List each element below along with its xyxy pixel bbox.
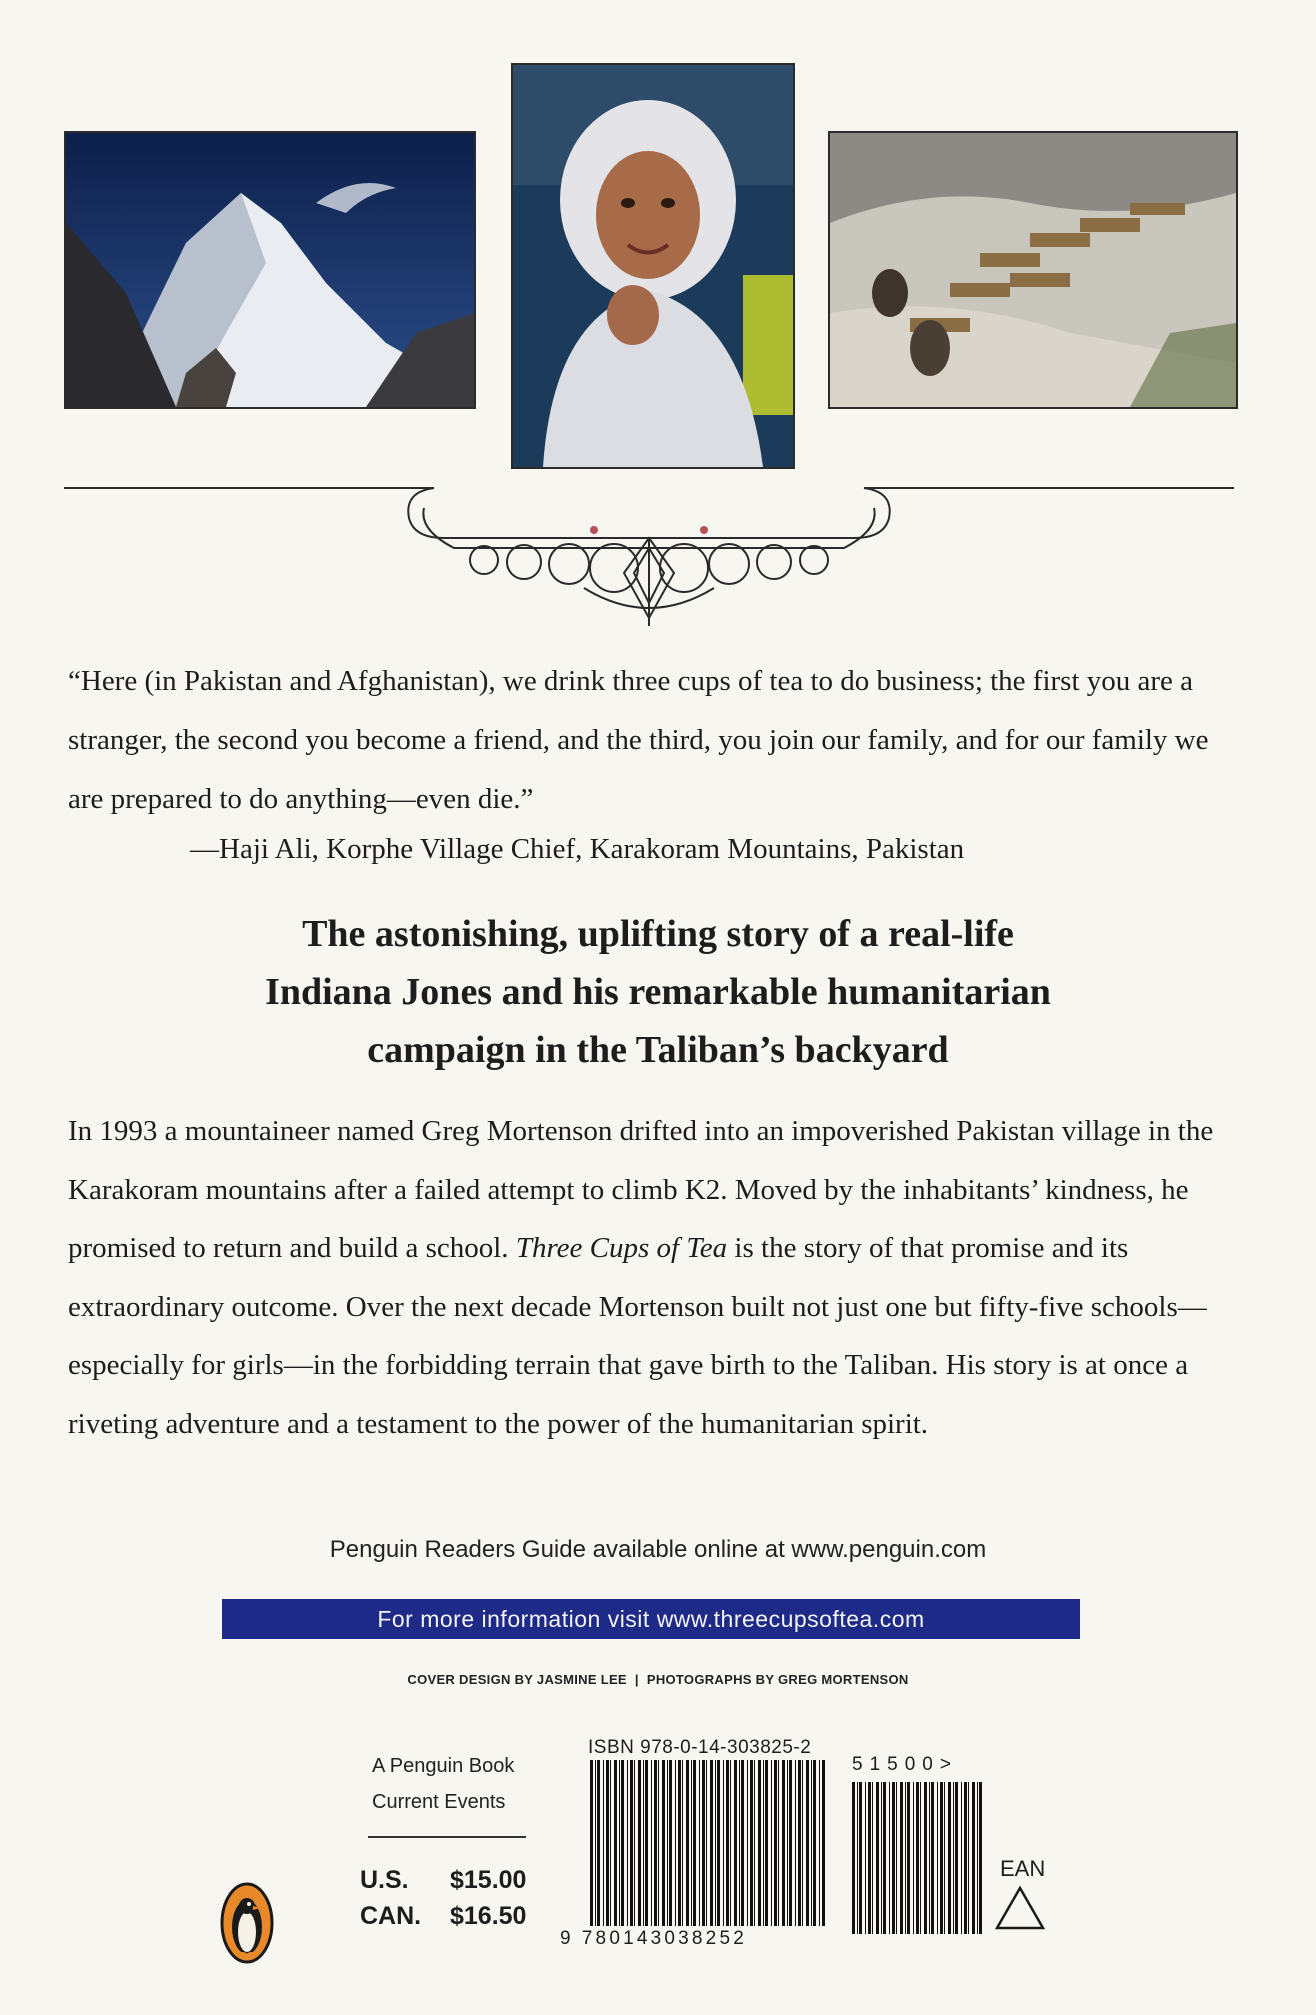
barcode-bar: [686, 1760, 689, 1926]
barcode-bar: [699, 1760, 700, 1926]
barcode-bar: [758, 1760, 761, 1926]
barcode-bar: [813, 1760, 816, 1926]
credits: [0, 1672, 1316, 1687]
barcode-bar: [754, 1760, 755, 1926]
barcode-bar: [852, 1782, 855, 1934]
barcode-bar: [645, 1760, 648, 1926]
barcode-bar: [614, 1760, 617, 1926]
barcode-bar: [948, 1782, 951, 1934]
barcode-bar: [726, 1760, 729, 1926]
price-block: [360, 1862, 526, 1934]
barcode-bar: [597, 1760, 600, 1926]
barcode-bar: [667, 1760, 668, 1926]
price-can-label: CAN.: [360, 1902, 422, 1930]
barcode-bar: [883, 1782, 886, 1934]
barcode-bar: [710, 1760, 713, 1926]
barcode-bar: [931, 1782, 934, 1934]
barcode-bar: [802, 1760, 803, 1926]
barcode-bar: [638, 1760, 641, 1926]
ornament-divider: [64, 478, 1234, 628]
barcode-icon: [588, 1760, 828, 1926]
barcode-bar: [920, 1782, 921, 1934]
barcode-bar: [900, 1782, 903, 1934]
barcode-bar: [630, 1760, 633, 1926]
barcode-bar: [806, 1760, 809, 1926]
ean-label: EAN: [1000, 1856, 1046, 1881]
addon-number: 51500: [852, 1754, 940, 1775]
barcode-bar: [795, 1760, 796, 1926]
barcode-digits: [560, 1928, 747, 1950]
barcode-bar: [924, 1782, 927, 1934]
barcode-bar: [929, 1782, 930, 1934]
headline-line-2: Indiana Jones and his remarkable humanitarian: [265, 971, 1051, 1013]
barcode-bar: [787, 1760, 788, 1926]
barcode-bar: [905, 1782, 906, 1934]
barcode-bar: [940, 1782, 943, 1934]
barcode-bar: [621, 1760, 624, 1926]
barcode-bar: [765, 1760, 768, 1926]
barcode-bar: [892, 1782, 895, 1934]
barcode-bar: [953, 1782, 954, 1934]
barcode-bar: [968, 1782, 969, 1934]
barcode-bar: [715, 1760, 716, 1926]
barcode-bar: [819, 1760, 820, 1926]
barcode-bar: [702, 1760, 705, 1926]
price-can-value: $16.50: [450, 1902, 527, 1930]
barcode-bar: [881, 1782, 882, 1934]
barcode-bar: [730, 1760, 731, 1926]
barcode-bar: [693, 1760, 696, 1926]
barcode-bar: [723, 1760, 724, 1926]
barcode-bar: [771, 1760, 772, 1926]
girl-photo: [511, 63, 795, 469]
barcode-bar: [811, 1760, 812, 1926]
headline-line-1: The astonishing, uplifting story of a real-life: [302, 913, 1014, 955]
price-us-label: U.S.: [360, 1866, 409, 1894]
barcode-bar: [822, 1760, 825, 1926]
barcode-first-digit: 9: [560, 1928, 574, 1949]
barcode-bar: [907, 1782, 910, 1934]
barcode-bar: [865, 1782, 866, 1934]
barcode-bar: [741, 1760, 744, 1926]
barcode-bar: [876, 1782, 879, 1934]
info-banner: For more information visit www.threecupsoftea.com: [222, 1599, 1080, 1639]
addon-arrow: >: [939, 1754, 958, 1775]
barcode-bar: [977, 1782, 978, 1934]
barcode-bar: [896, 1782, 897, 1934]
barcode-bar: [717, 1760, 720, 1926]
publisher-line: A Penguin Book: [372, 1755, 515, 1777]
barcode-bar: [627, 1760, 628, 1926]
barcode-bar: [654, 1760, 657, 1926]
headline-line-3: campaign in the Taliban’s backyard: [367, 1029, 949, 1071]
barcode-bar: [750, 1760, 753, 1926]
barcode-bar: [603, 1760, 604, 1926]
school-desks-photo: [828, 131, 1238, 409]
barcode-bar: [619, 1760, 620, 1926]
photographs-credit: PHOTOGRAPHS BY GREG MORTENSON: [646, 1672, 909, 1687]
penguin-logo-icon: [220, 1882, 274, 1964]
ean-triangle-icon: [994, 1885, 1046, 1931]
barcode-bar: [675, 1760, 676, 1926]
barcode-bar: [682, 1760, 683, 1926]
barcode-bar: [678, 1760, 681, 1926]
barcode-bar: [669, 1760, 672, 1926]
barcode-bar: [590, 1760, 593, 1926]
book-title-italic: Three Cups of Tea: [515, 1232, 728, 1264]
barcode-bar: [889, 1782, 890, 1934]
quote-text: “Here (in Pakistan and Afghanistan), we drink three cups of tea to do business; the first you are a stranger, the second you become a friend, and the third, you join our family, and for our family we are prepared to do anything—even die.”: [68, 665, 1209, 815]
quote-attribution: —Haji Ali, Korphe Village Chief, Karakoram Mountains, Pakistan: [190, 833, 965, 865]
barcode-bar: [778, 1760, 779, 1926]
barcode-bar: [944, 1782, 945, 1934]
barcode-rest-digits: 780143038252: [581, 1928, 747, 1949]
barcode-bar: [913, 1782, 914, 1934]
barcode-bar: [782, 1760, 785, 1926]
barcode-bar: [634, 1760, 635, 1926]
barcode-bar: [662, 1760, 665, 1926]
publisher-divider: [368, 1836, 526, 1838]
barcode-bar: [859, 1782, 862, 1934]
barcode-bar: [706, 1760, 707, 1926]
barcode-bar: [691, 1760, 692, 1926]
barcode-bar: [868, 1782, 871, 1934]
mountain-photo: [64, 131, 476, 409]
barcode-bar: [872, 1782, 873, 1934]
barcode-bar: [643, 1760, 644, 1926]
book-description: [68, 1102, 1248, 1453]
barcode-bar: [964, 1782, 967, 1934]
barcode-bar: [595, 1760, 596, 1926]
barcode-bar: [972, 1782, 975, 1934]
publisher-info: [372, 1748, 514, 1820]
barcode-bar: [763, 1760, 764, 1926]
barcode-bar: [651, 1760, 652, 1926]
barcode-bar: [798, 1760, 801, 1926]
barcode-bar: [857, 1782, 858, 1934]
barcode-bar: [747, 1760, 748, 1926]
barcode-bar: [606, 1760, 609, 1926]
barcode-bar: [739, 1760, 740, 1926]
price-us: [360, 1862, 526, 1898]
barcode-bar: [610, 1760, 611, 1926]
barcode-bar: [937, 1782, 938, 1934]
description-part-1: In 1993 a mountaineer named Greg Mortenson drifted into an impoverished Pakistan village in the Karakoram mountains after a failed attempt to climb K2. Moved by the inhabitants’ kindness, he promised to return and build a school.: [68, 1115, 1214, 1264]
cover-design-credit: COVER DESIGN BY JASMINE LEE: [407, 1672, 627, 1687]
barcode-bar: [789, 1760, 792, 1926]
addon-digits: [852, 1754, 958, 1776]
headline: [150, 905, 1166, 1079]
category-line: Current Events: [372, 1791, 506, 1813]
description-part-2: is the story of that promise and its extraordinary outcome. Over the next decade Mortenson built not just one but fifty-five schools—especially for girls—in the forbidding terrain that gave birth to the Taliban. His story is at once a riveting adventure and a testament to the power of the humanitarian spirit.: [68, 1232, 1207, 1440]
barcode-bar: [961, 1782, 962, 1934]
credits-separator: |: [634, 1672, 639, 1687]
addon-barcode-icon: [850, 1782, 982, 1934]
barcode-bar: [734, 1760, 737, 1926]
barcode-bar: [955, 1782, 958, 1934]
price-can: [360, 1898, 526, 1934]
barcode-bar: [979, 1782, 982, 1934]
barcode-bar: [774, 1760, 777, 1926]
barcode-bar: [658, 1760, 659, 1926]
barcode-bar: [916, 1782, 919, 1934]
price-us-value: $15.00: [450, 1866, 527, 1894]
readers-guide-text: Penguin Readers Guide available online at www.penguin.com: [329, 1536, 987, 1563]
isbn-label: ISBN 978-0-14-303825-2: [588, 1737, 812, 1758]
